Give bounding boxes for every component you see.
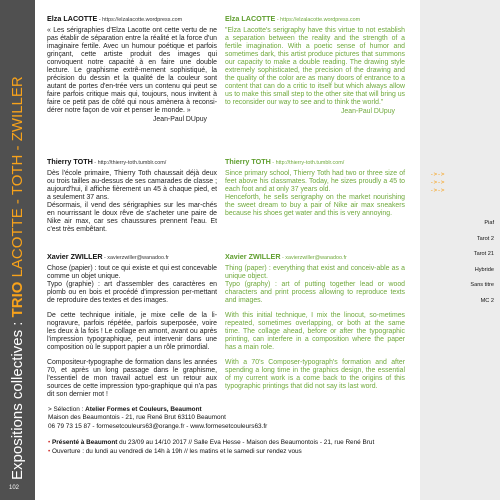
artist-text-p2: De cette technique initiale, je mixe celle de la li-nogravure, parfois répétée, parfois superposée, voire les deux à la fois ! Le collage en amont, avant ou après l'impression typographique, peut intervenir dans une composition où le support papier a un rôle primordial. xyxy=(47,312,217,351)
artist-name: Thierry TOTH xyxy=(47,157,93,166)
en-lacotte-section xyxy=(225,14,405,116)
artwork-title: Sans titre xyxy=(470,282,494,288)
arrow-icon: ->-> xyxy=(430,171,445,178)
artwork-title: Tarot 2 xyxy=(476,235,494,242)
artist-bio: Dès l'école primaire, Thierry Toth chaussait déjà deux ou trois tailles au-dessus de ses camarades de classe ; aujourd'hui, il affiche fièrement un 45 à chaque pied, et a seulement 37 ans. Désormais, il vend des sérigraphies sur les mar-chés en nourrissant le doux rêve de s'acheter une paire de Nike air max, car ses chaussures prennent l'eau. Et c'est très embêtant. xyxy=(47,170,217,233)
address-line: Maison des Beaumontois - 21, rue René Brut 63110 Beaumont xyxy=(48,414,226,422)
artist-text-p2: With this initial technique, I mix the linocut, so-metimes repeated, sometimes overlapping, or both at the same time. The collage ahead, before or after the typographic printing, can interfere in a composition where the paper has a main role. xyxy=(225,312,405,351)
selection-place: Atelier Formes et Couleurs, Beaumont xyxy=(85,406,202,413)
fr-lacotte-section xyxy=(47,14,217,124)
opening-hours-line: • Ouverture : du lundi au vendredi de 14h à 19h // les matins et le samedi sur rendez vous xyxy=(48,447,302,455)
selection-line: > Sélection : Atelier Formes et Couleurs, Beaumont xyxy=(48,406,202,413)
en-zwiller-section xyxy=(225,252,405,391)
artwork-title: Tarot 21 xyxy=(473,251,494,257)
en-toth-section xyxy=(225,157,405,218)
artist-url[interactable]: - http://thierry-toth.tumblr.com/ xyxy=(92,160,167,166)
artist-header xyxy=(47,252,217,263)
artist-header xyxy=(225,157,405,168)
artist-name: Xavier ZWILLER xyxy=(47,252,103,261)
presented-line: • Présenté à Beaumont du 23/09 au 14/10 2017 // Salle Eva Hesse - Maison des Beaumontois - 21, rue René Brut xyxy=(48,439,375,447)
arrow-icon: ->-> xyxy=(430,179,445,186)
artist-header xyxy=(47,14,217,25)
bullet-icon: • xyxy=(48,447,53,455)
fr-toth-section xyxy=(47,157,217,234)
artwork-title: Piaf xyxy=(484,220,494,226)
artwork-title: MC 2 xyxy=(480,297,494,304)
artist-url[interactable]: - https://elzalacotte.wordpress.com xyxy=(97,17,183,23)
artist-bio: « Les sérigraphies d'Elza Lacotte ont cette vertu de ne pas établir de séparation entre la réalité et la force d'un imaginaire fertile. Avec un humour poétique et parfois grinçant, cette artiste produit des images qui convoquent notre capacité à en faire une double lecture. Le graphisme extrê-mement sophistiqué, la précision du dessin et la qualité de la couleur sont autant de portes d'en-trée vers un contenu qui peut se faire parfois critique mais qui, toujours, nous invitent à faire ce petit pas de côté qui nous amènera à reconsi-dérer notre façon de voir et penser le monde. » xyxy=(47,27,217,114)
exhibition-title: Expositions collectives : TRIO LACOTTE - TOTH - ZWILLER xyxy=(9,76,26,480)
artwork-list xyxy=(420,216,494,309)
signature: Jean-Paul DUpuy xyxy=(340,108,395,115)
artwork-title: Hybride xyxy=(474,266,494,273)
arrow-icon: ->-> xyxy=(430,187,445,194)
arrow-markers xyxy=(430,171,444,195)
signature: Jean-Paul DUpuy xyxy=(152,116,207,123)
artist-text-p3: With a 70's Composer-typograph's formation and after spending a long time in the graphics design, the essential of my current work is a come back to the origins of this typographic printings that did not say its last word. xyxy=(225,359,405,390)
bullet-icon: • xyxy=(48,439,53,447)
artist-email[interactable]: - xavierzwiller@wanadoo.fr xyxy=(280,255,347,261)
artist-bio: Since primary school, Thierry Toth had two or three size of feet above his classmates. Today, he sizes proudly a 45 to each foot and at only 37 years old. Henceforth, he sells serigraphy on the market nourishing the sweet dream to buy a pair of Nike air max sneakers because his shoes get water and this is very annoying. xyxy=(225,170,405,217)
artist-bio: "Elza Lacotte's serigraphy have this virtue to not establish a separation between the reality and the strength of a fertile imagination. With a poetic sense of humor and sometimes dark, this artist produce pictures that summons our capacity to make a double reading. The drawing style extremely sophisticated, the precision of the drawing and the quality of the color are as many doors of entrance to a content that can do a critic to itself but which always allow us to make this small step to the other site that will bring us to reconsider our way to see and to think the world." xyxy=(225,27,406,106)
sidebar xyxy=(0,0,35,500)
artist-header xyxy=(225,252,405,263)
contact-line[interactable]: 06 79 73 15 87 - formesetcouleurs63@orange.fr - www.formesetcouleurs63.fr xyxy=(48,422,268,430)
page-number: 102 xyxy=(9,485,20,491)
artist-url[interactable]: - https://elzalacotte.wordpress.com xyxy=(275,17,361,23)
artist-name: Xavier ZWILLER xyxy=(225,252,281,261)
artist-url[interactable]: - http://thierry-toth.tumblr.com/ xyxy=(270,160,345,166)
footer xyxy=(48,406,418,456)
artist-email[interactable]: - xavierzwiller@wanadoo.fr xyxy=(102,255,169,261)
artist-name: Elza LACOTTE xyxy=(47,14,98,23)
artist-name: Thierry TOTH xyxy=(225,157,271,166)
artist-name: Elza LACOTTE xyxy=(225,14,276,23)
artist-header xyxy=(47,157,217,168)
artist-text-p3: Compositeur-typographe de formation dans les années 70, et après un long passage dans le graphisme, l'essentiel de mon travail actuel est un retour aux sources de cette impression typo-graphique qui n'a pas dit son dernier mot ! xyxy=(47,359,217,398)
artist-text-p1: Chose (papier) : tout ce qui existe et qui est concevable comme un objet unique. Typo (graphie) : art d'assembler des caractères en plomb ou en bois et procédé d'impression per-mettant de reproduire des textes et des images. xyxy=(47,265,217,304)
artist-text-p1: Thing (paper) : everything that exist and conceiv-able as a unique object. Typo (graphy) : art of putting together lead or wood characters and print process allowing to reproduce texts and images. xyxy=(225,265,405,304)
artist-header xyxy=(225,14,405,25)
fr-zwiller-section xyxy=(47,252,217,399)
